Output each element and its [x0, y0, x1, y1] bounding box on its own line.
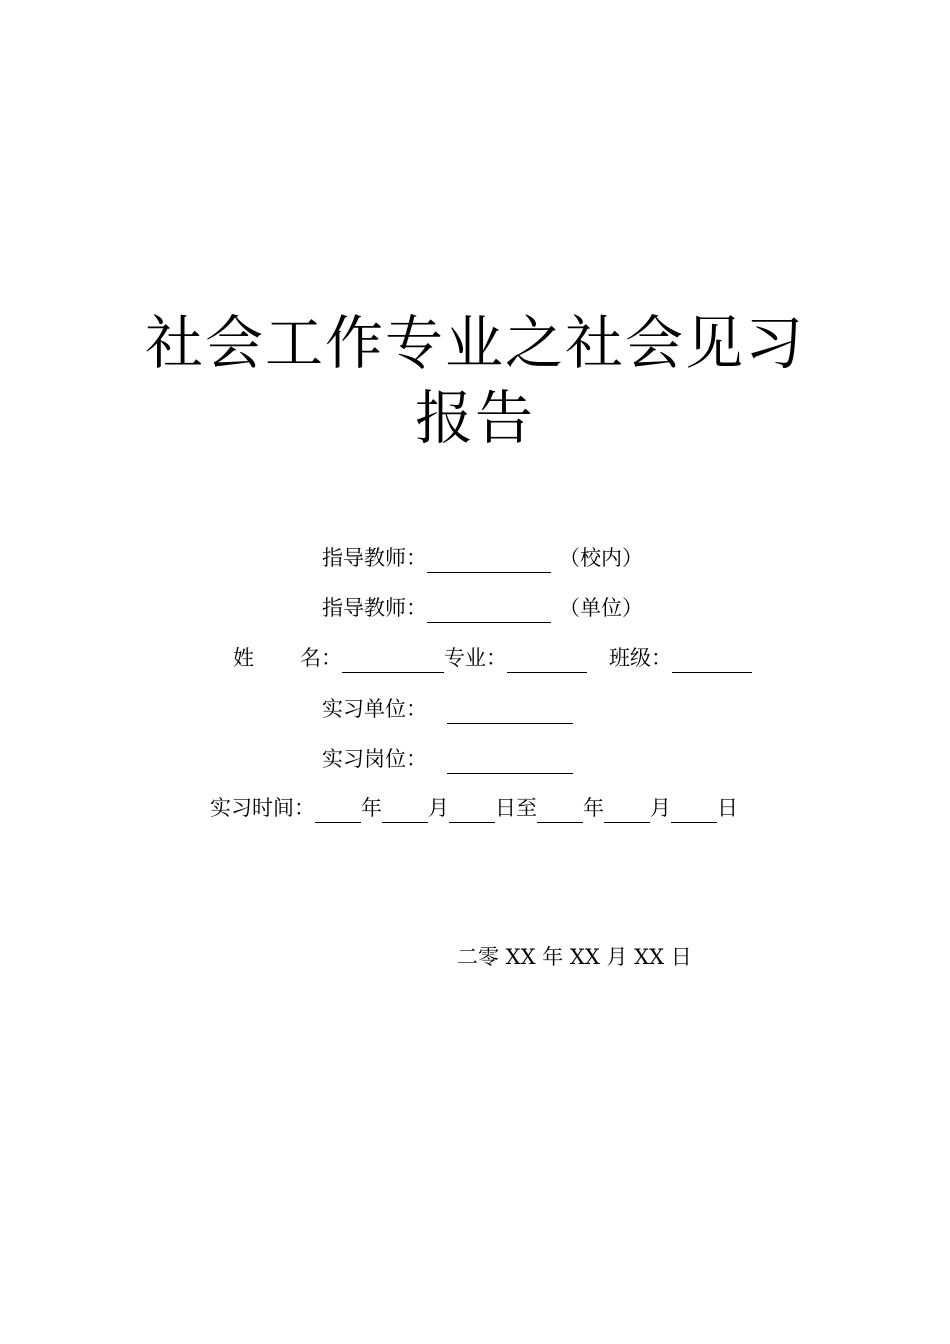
end-day-blank[interactable]	[671, 798, 717, 823]
start-day-to-unit: 日至	[495, 796, 537, 820]
name-blank[interactable]	[342, 648, 444, 673]
start-year-blank[interactable]	[315, 798, 361, 823]
end-day-unit: 日	[717, 796, 738, 820]
advisor-school-label: 指导教师：	[322, 546, 427, 570]
advisor-unit-blank[interactable]	[427, 598, 551, 623]
class-label: 班级：	[609, 646, 672, 670]
report-date: 二零 XX 年 XX 月 XX 日	[457, 945, 692, 969]
major-blank[interactable]	[507, 648, 587, 673]
internship-unit-row	[322, 694, 573, 724]
advisor-school-suffix: （校内）	[559, 546, 643, 570]
advisor-unit-label: 指导教师：	[322, 596, 427, 620]
name-label-char-1: 姓	[233, 646, 254, 670]
internship-post-blank[interactable]	[447, 749, 573, 774]
internship-time-label: 实习时间：	[210, 796, 315, 820]
internship-post-label: 实习岗位：	[322, 747, 427, 771]
advisor-school-row	[322, 543, 643, 573]
major-label: 专业：	[444, 646, 507, 670]
start-day-blank[interactable]	[449, 798, 495, 823]
internship-time-row	[210, 793, 738, 823]
advisor-unit-suffix: （单位）	[559, 596, 643, 620]
advisor-unit-row	[322, 593, 643, 623]
report-title-line-2: 报告	[414, 384, 535, 452]
internship-post-row	[322, 744, 573, 774]
start-month-blank[interactable]	[382, 798, 428, 823]
start-month-unit: 月	[428, 796, 449, 820]
internship-unit-label: 实习单位：	[322, 697, 427, 721]
end-month-blank[interactable]	[604, 798, 650, 823]
name-label-char-2: 名：	[300, 646, 342, 670]
start-year-unit: 年	[361, 796, 382, 820]
advisor-school-blank[interactable]	[427, 548, 551, 573]
end-month-unit: 月	[650, 796, 671, 820]
end-year-blank[interactable]	[537, 798, 583, 823]
end-year-unit: 年	[583, 796, 604, 820]
class-blank[interactable]	[672, 648, 752, 673]
internship-unit-blank[interactable]	[447, 699, 573, 724]
report-title-line-1: 社会工作专业之社会见习	[144, 309, 805, 377]
name-major-class-row	[233, 643, 752, 673]
